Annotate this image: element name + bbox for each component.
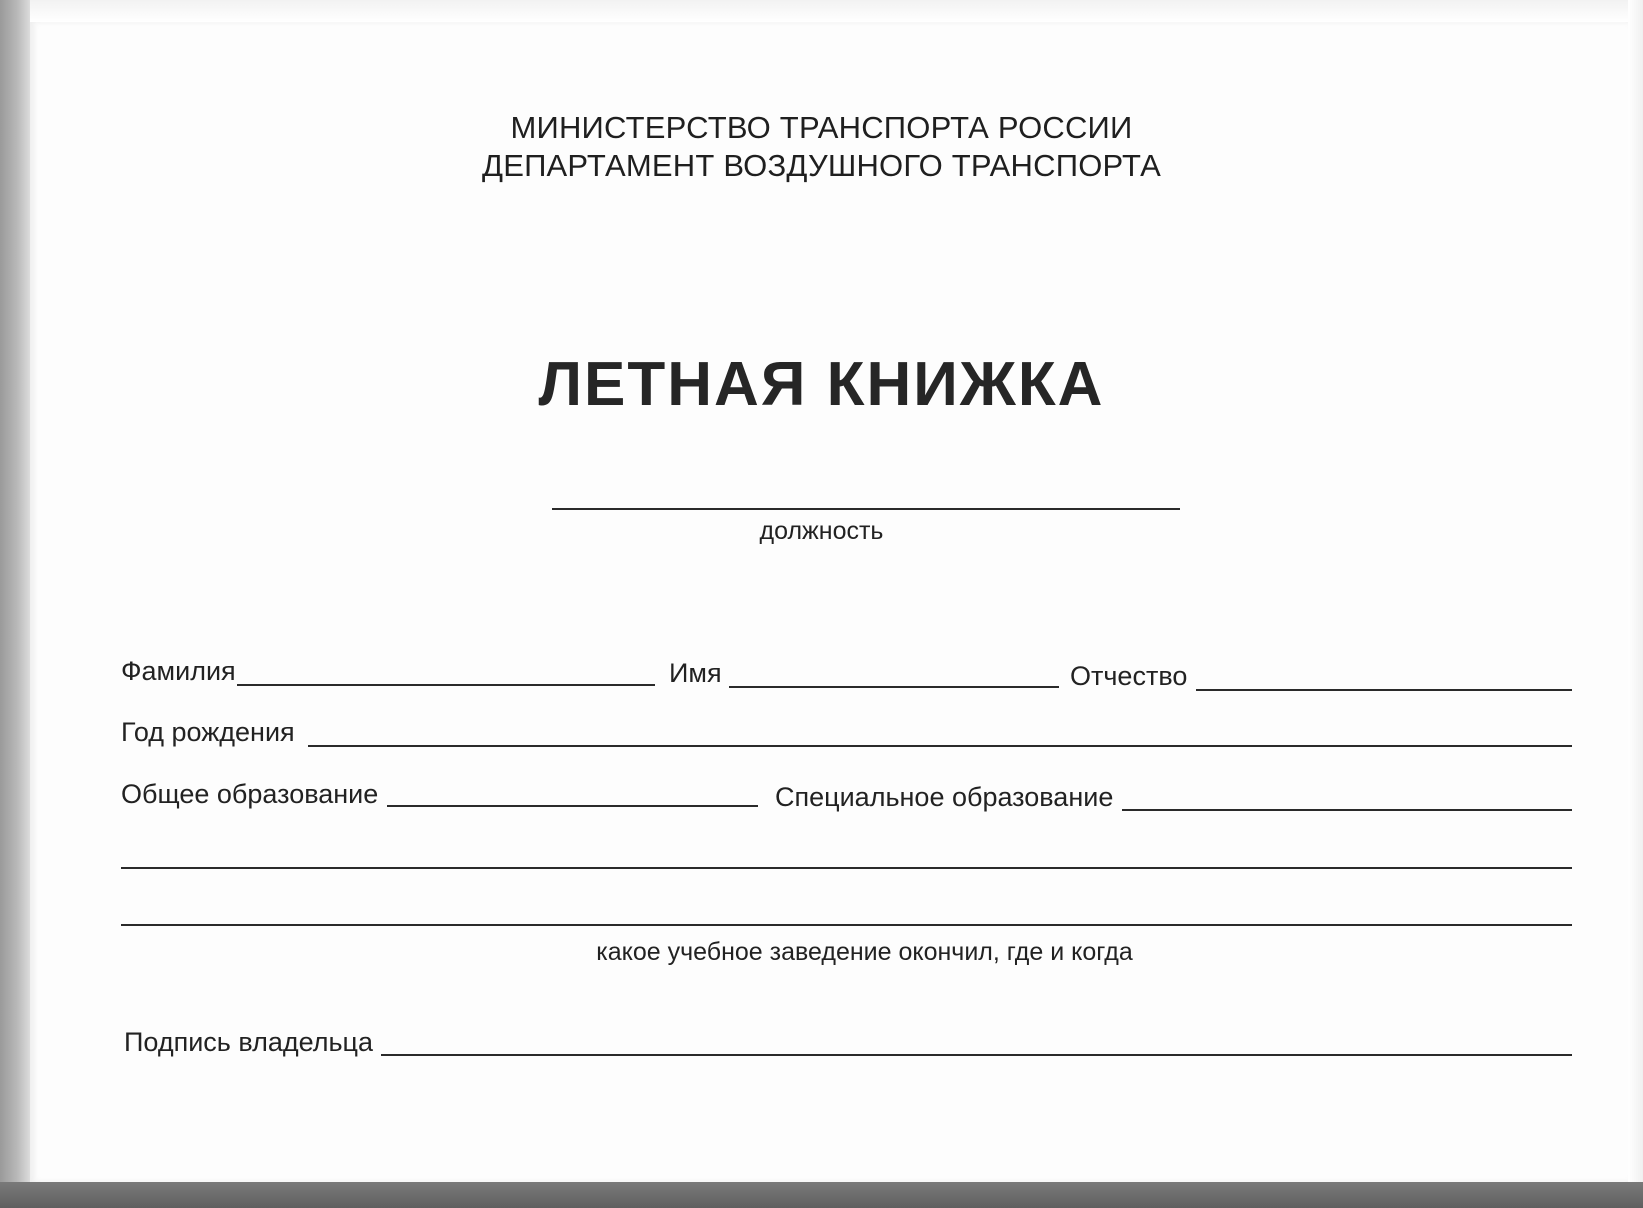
position-line[interactable] bbox=[552, 508, 1180, 510]
education-detail-line-2[interactable] bbox=[121, 924, 1572, 926]
ministry-header: МИНИСТЕРСТВО ТРАНСПОРТА РОССИИ bbox=[510, 110, 1133, 145]
general-education-line[interactable] bbox=[387, 805, 758, 807]
patronymic-label: Отчество bbox=[1070, 661, 1188, 691]
position-caption: должность bbox=[759, 517, 884, 545]
scan-bottom-edge bbox=[0, 1182, 1643, 1208]
birth-year-label: Год рождения bbox=[121, 717, 295, 747]
name-label: Имя bbox=[669, 658, 722, 688]
birth-year-line[interactable] bbox=[308, 745, 1572, 747]
scan-top-edge bbox=[0, 0, 1643, 22]
education-caption: какое учебное заведение окончил, где и когда bbox=[596, 938, 1133, 966]
surname-label: Фамилия bbox=[121, 656, 236, 686]
signature-line[interactable] bbox=[381, 1054, 1572, 1056]
scan-left-edge bbox=[0, 0, 30, 1208]
name-line[interactable] bbox=[729, 686, 1059, 688]
special-education-label: Специальное образование bbox=[775, 782, 1114, 812]
education-detail-line-1[interactable] bbox=[121, 867, 1572, 869]
department-header: ДЕПАРТАМЕНТ ВОЗДУШНОГО ТРАНСПОРТА bbox=[482, 148, 1161, 183]
signature-label: Подпись владельца bbox=[124, 1027, 374, 1057]
general-education-label: Общее образование bbox=[121, 779, 379, 809]
surname-line[interactable] bbox=[237, 684, 655, 686]
patronymic-line[interactable] bbox=[1196, 689, 1572, 691]
document-title: ЛЕТНАЯ КНИЖКА bbox=[538, 350, 1105, 419]
special-education-line[interactable] bbox=[1122, 809, 1572, 811]
document-page bbox=[30, 22, 1628, 1182]
scan-right-edge bbox=[1628, 0, 1643, 1208]
